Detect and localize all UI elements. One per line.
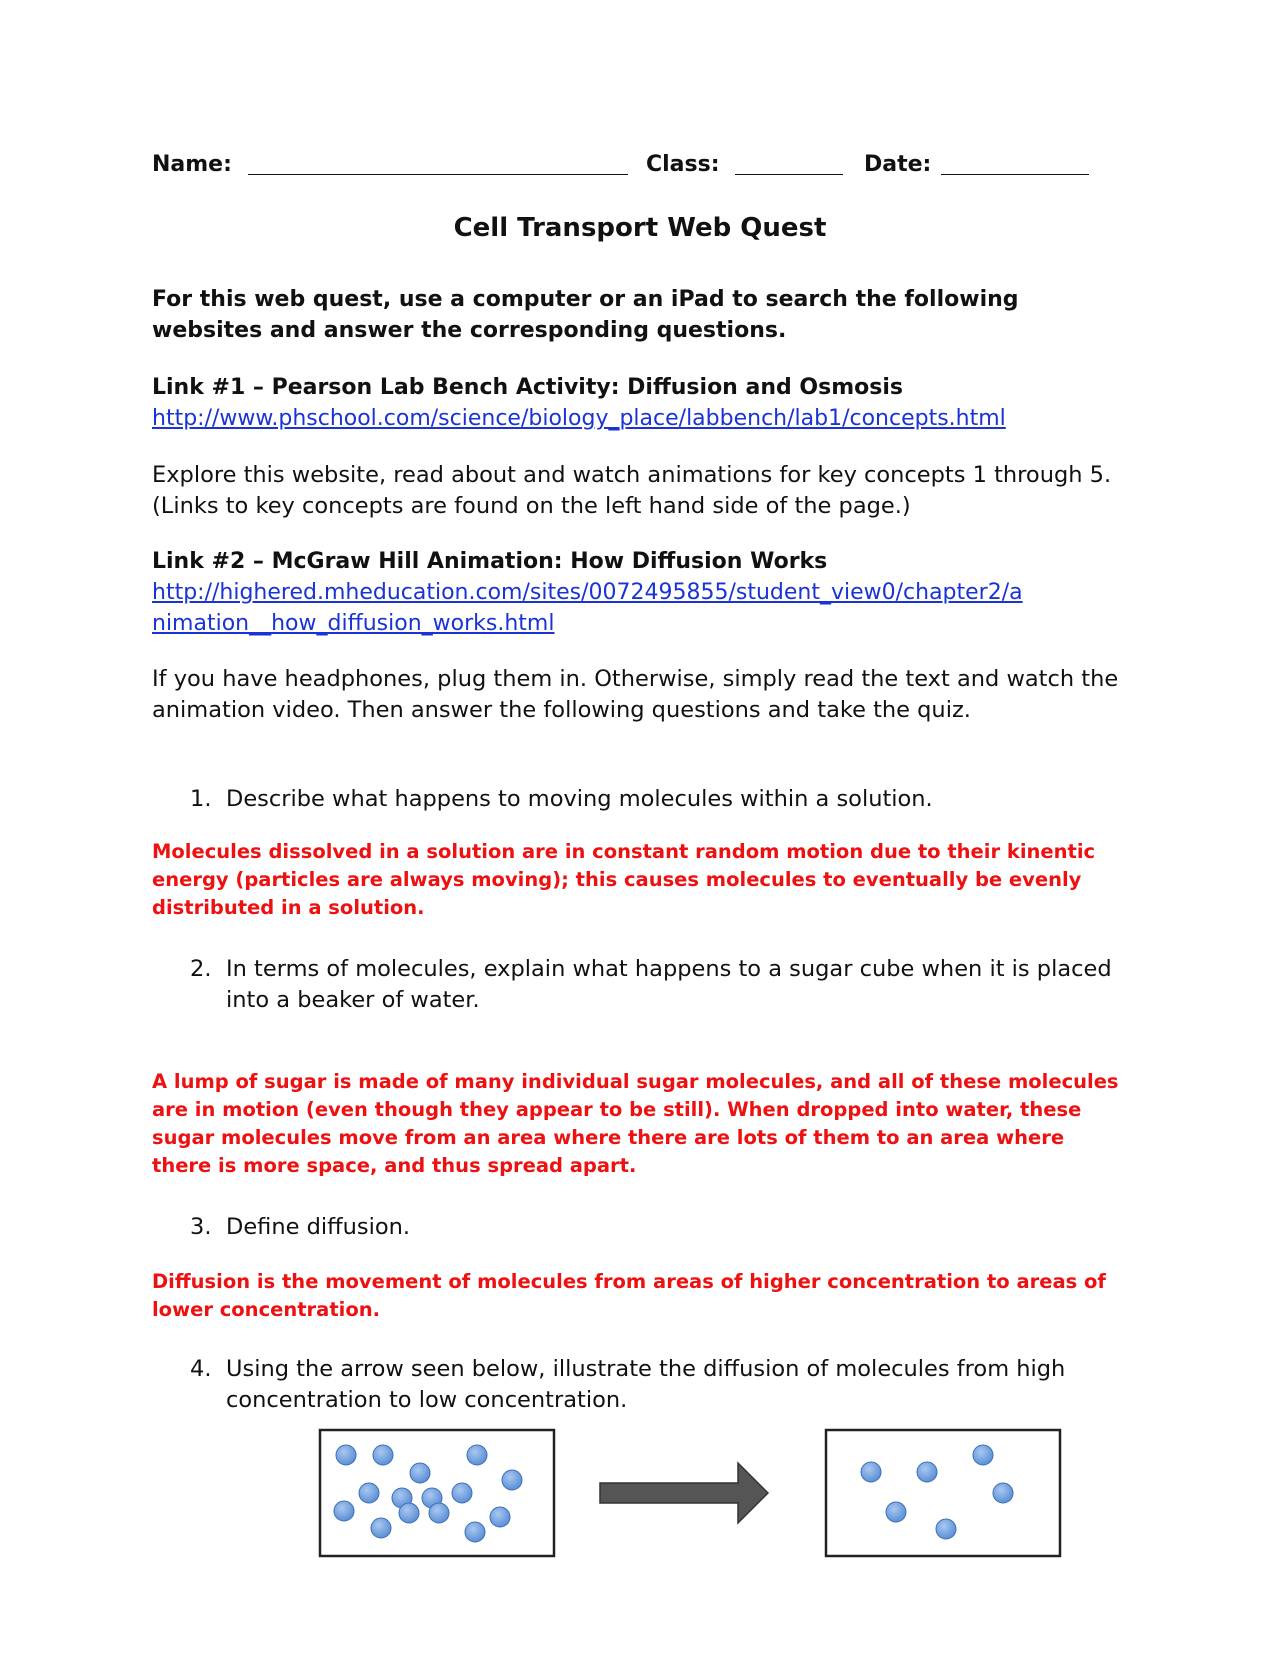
link2-section [152,546,1132,639]
link2-url-line1[interactable]: http://highered.mheducation.com/sites/0072495855/student_view0/chapter2/a [152,580,1023,605]
date-label: Date: [864,152,932,177]
molecule-icon [465,1522,485,1542]
molecule-icon [452,1483,472,1503]
molecule-icon [371,1518,391,1538]
molecule-icon [973,1445,993,1465]
name-field[interactable] [152,152,628,177]
question-text: Define diffusion. [226,1214,411,1240]
link2-title: Link #2 – McGraw Hill Animation: How Diffusion Works [152,549,828,574]
intro-text: For this web quest, use a computer or an iPad to search the following websites and answer the corresponding questions. [152,287,1019,343]
molecule-icon [373,1445,393,1465]
answer-2: A lump of sugar is made of many individual sugar molecules, and all of these molecules are in motion (even though they appear to be still). When dropped into water, these sugar molecules move from an area where there are lots of them to an area where there is more space, and thus spread apart. [152,1070,1119,1177]
name-label: Name: [152,152,232,177]
class-blank[interactable] [735,152,843,175]
class-field[interactable] [646,152,843,177]
molecule-icon [359,1483,379,1503]
molecule-icon [886,1502,906,1522]
molecule-icon [336,1445,356,1465]
link2-url-line2[interactable]: nimation__how_diffusion_works.html [152,611,555,636]
molecule-icon [467,1445,487,1465]
link2-instructions: If you have headphones, plug them in. Otherwise, simply read the text and watch the animation video. Then answer the following questions and take the quiz. [152,666,1119,723]
molecule-icon [917,1462,937,1482]
diffusion-arrow-icon [600,1463,768,1523]
question-number: 3. [190,1214,212,1240]
link1-url[interactable]: http://www.phschool.com/science/biology_place/labbench/lab1/concepts.html [152,406,1006,431]
name-blank[interactable] [248,152,628,175]
page-title: Cell Transport Web Quest [453,213,827,243]
link1-instructions: Explore this website, read about and watch animations for key concepts 1 through 5. (Links to key concepts are found on the left hand side of the page.) [152,462,1112,519]
class-label: Class: [646,152,720,177]
header-row [152,152,1122,184]
question-text: Describe what happens to moving molecules within a solution. [226,786,933,812]
link1-section [152,372,1132,434]
question-number: 1. [190,786,212,812]
question-text: In terms of molecules, explain what happens to a sugar cube when it is placed into a beaker of water. [226,956,1112,1013]
question-number: 4. [190,1356,212,1382]
question-number: 2. [190,956,212,982]
diffusion-figure [318,1428,1068,1558]
answer-3: Diffusion is the movement of molecules from areas of higher concentration to areas of lower concentration. [152,1270,1106,1321]
molecule-icon [429,1503,449,1523]
date-field[interactable] [864,152,1089,177]
date-blank[interactable] [941,152,1089,175]
molecule-icon [334,1501,354,1521]
link1-title: Link #1 – Pearson Lab Bench Activity: Diffusion and Osmosis [152,375,903,400]
molecule-icon [861,1462,881,1482]
molecule-icon [410,1463,430,1483]
molecule-icon [399,1503,419,1523]
molecule-icon [936,1519,956,1539]
molecule-icon [490,1507,510,1527]
molecule-icon [502,1470,522,1490]
answer-1: Molecules dissolved in a solution are in constant random motion due to their kinentic energy (particles are always moving); this causes molecules to eventually be evenly distributed in a solution. [152,840,1096,919]
molecule-icon [993,1483,1013,1503]
question-text: Using the arrow seen below, illustrate the diffusion of molecules from high concentration to low concentration. [226,1356,1066,1413]
